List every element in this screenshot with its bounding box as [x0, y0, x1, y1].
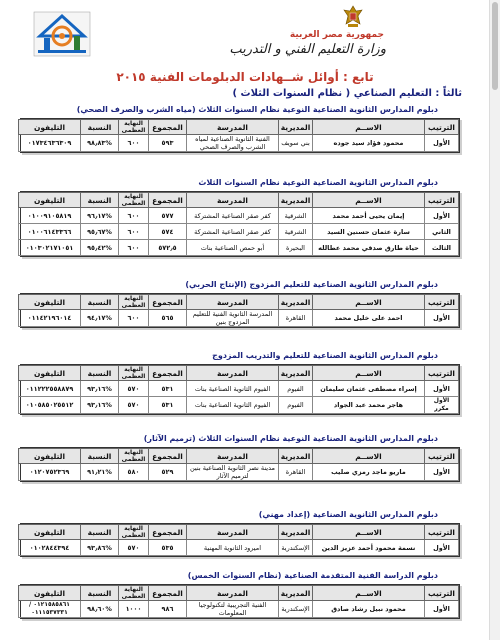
table-row — [19, 240, 459, 256]
results-table — [18, 192, 459, 256]
rank-cell: الثالث — [425, 240, 459, 256]
results-table — [18, 294, 459, 327]
percent-cell: %٩٥٫٤٢ — [81, 240, 119, 256]
col-percent: النسبة — [81, 525, 119, 540]
results-table — [18, 524, 459, 556]
table-row — [19, 540, 459, 556]
col-total: المجموع — [149, 586, 187, 601]
results-table-box — [20, 118, 460, 153]
max-cell: ٥٨٠ — [119, 464, 149, 481]
col-directorate: المديرية — [279, 193, 313, 208]
col-school: المدرسة — [187, 193, 279, 208]
total-cell: ٥٧٧ — [149, 208, 187, 224]
percent-cell: %٩١٫٢١ — [81, 464, 119, 481]
col-directorate: المديرية — [279, 449, 313, 464]
percent-cell: %٩٦٫١٧ — [81, 208, 119, 224]
table-row — [19, 208, 459, 224]
col-total: المجموع — [149, 120, 187, 135]
col-rank: الترتيب — [425, 525, 459, 540]
results-table-box — [20, 584, 460, 619]
phone-cell: ٠١٧٣٤٦٣٦٣٠٩ — [19, 135, 81, 152]
col-directorate: المديرية — [279, 295, 313, 310]
col-max: النهاية العظمى — [119, 449, 149, 464]
name-cell: حياة طارق صدقي محمد عطالله — [313, 240, 425, 256]
max-cell: ١٠٠٠ — [119, 601, 149, 618]
total-cell: ٩٨٦ — [149, 601, 187, 618]
directorate-cell: الشرقية — [279, 224, 313, 240]
percent-cell: %٩٨٫٨٣ — [81, 135, 119, 152]
table-header-row — [19, 449, 459, 464]
directorate-cell: القاهرة — [279, 464, 313, 481]
max-cell: ٦٠٠ — [119, 310, 149, 327]
phone-cell: ٠١٠٥٨٥٠٢٥٥١٢ — [19, 397, 81, 414]
phone-cell: ٠١٠٣٠٢١٧١٠٥١ — [19, 240, 81, 256]
table-row — [19, 381, 459, 397]
header — [0, 0, 490, 64]
government-name: جمهورية مصر العربية — [289, 30, 384, 40]
col-phone: التليفون — [19, 525, 81, 540]
results-table-box — [20, 447, 460, 482]
directorate-cell: الإسكندرية — [279, 540, 313, 556]
max-cell: ٥٧٠ — [119, 381, 149, 397]
document-subtitle: ثالثاً : التعليم الصناعي ( نظام السنوات الثلاث ) — [232, 88, 462, 99]
phone-cell: ٠١٢١٥٨٥٨٦١ / ٠١١١٥٣٧٣٣١ — [19, 601, 81, 618]
phone-cell: ٠١٠٢٨٤٤٣٩٤ — [19, 540, 81, 556]
document-title: تابع : أوائل شــهادات الدبلومات الفنية ٢٠١٥ — [116, 70, 374, 84]
name-cell: محمود نبيل رشاد صادق — [313, 601, 425, 618]
col-percent: النسبة — [81, 295, 119, 310]
col-percent: النسبة — [81, 366, 119, 381]
col-percent: النسبة — [81, 193, 119, 208]
school-cell: كفر صقر الصناعية المشتركة — [187, 208, 279, 224]
school-cell: اميرود الثانوية المهنية — [187, 540, 279, 556]
col-school: المدرسة — [187, 525, 279, 540]
table-row — [19, 135, 459, 152]
col-name: الاســم — [313, 295, 425, 310]
section-advanced-five-year — [20, 570, 460, 619]
max-cell: ٦٠٠ — [119, 240, 149, 256]
rank-cell: الأول — [425, 135, 459, 152]
col-name: الاســم — [313, 525, 425, 540]
name-cell: إسراء مصطفى عثمان سليمان — [313, 381, 425, 397]
school-cell: الفنية الثانوية الصناعية لمياه الشرب والصرف الصحي — [187, 135, 279, 152]
vertical-scrollbar[interactable] — [489, 0, 500, 640]
school-cell: الفيوم الثانوية الصناعية بنات — [187, 397, 279, 414]
results-table — [18, 585, 459, 618]
directorate-cell: الفيوم — [279, 381, 313, 397]
col-max: النهاية العظمى — [119, 120, 149, 135]
results-table-box — [20, 191, 460, 257]
directorate-cell: البحيرة — [279, 240, 313, 256]
results-table-box — [20, 523, 460, 557]
directorate-cell: الشرقية — [279, 208, 313, 224]
col-rank: الترتيب — [425, 449, 459, 464]
col-school: المدرسة — [187, 366, 279, 381]
table-header-row — [19, 193, 459, 208]
rank-cell: الأول — [425, 381, 459, 397]
name-cell: إيمان يحيى أحمد محمد — [313, 208, 425, 224]
percent-cell: %٩٤٫١٧ — [81, 310, 119, 327]
directorate-cell: بني سويف — [279, 135, 313, 152]
directorate-cell: الإسكندرية — [279, 601, 313, 618]
max-cell: ٦٠٠ — [119, 208, 149, 224]
section-water-sanitation — [20, 104, 460, 153]
total-cell: ٥٦٥ — [149, 310, 187, 327]
col-total: المجموع — [149, 525, 187, 540]
section-title: دبلوم المدارس الثانوية الصناعية (إعداد مهني) — [258, 510, 438, 519]
col-school: المدرسة — [187, 449, 279, 464]
col-name: الاســم — [313, 449, 425, 464]
section-title: دبلوم المدارس الثانوية الصناعية للتعليم المزدوج (الإنتاج الحربي) — [185, 280, 438, 289]
phone-cell: ٠١٠٠٦١٤٣٣٦٦ — [19, 224, 81, 240]
col-percent: النسبة — [81, 120, 119, 135]
col-max: النهاية العظمى — [119, 525, 149, 540]
table-header-row — [19, 120, 459, 135]
col-name: الاســم — [313, 366, 425, 381]
col-name: الاســم — [313, 193, 425, 208]
directorate-cell: الفيوم — [279, 397, 313, 414]
col-max: النهاية العظمى — [119, 193, 149, 208]
col-directorate: المديرية — [279, 366, 313, 381]
section-title: دبلوم المدارس الثانوية الصناعية النوعية نظام السنوات الثلاث (ترميم الآثار) — [143, 434, 438, 443]
table-header-row — [19, 295, 459, 310]
col-school: المدرسة — [187, 120, 279, 135]
col-max: النهاية العظمى — [119, 366, 149, 381]
table-row — [19, 464, 459, 481]
directorate-cell: القاهرة — [279, 310, 313, 327]
col-directorate: المديرية — [279, 525, 313, 540]
school-cell: مدينة نصر الثانوية الصناعية بنين لترميم الآثار — [187, 464, 279, 481]
percent-cell: %٩٨٫٦٠ — [81, 601, 119, 618]
col-name: الاســم — [313, 586, 425, 601]
rank-cell: الثاني — [425, 224, 459, 240]
school-cell: المدرسة الثانوية الفنية للتعليم المزدوج بنين — [187, 310, 279, 327]
table-row — [19, 224, 459, 240]
results-table-box — [20, 364, 460, 415]
name-cell: نسمة محمود أحمد عزيز الدين — [313, 540, 425, 556]
section-dual-training — [20, 350, 460, 415]
col-phone: التليفون — [19, 295, 81, 310]
section-antiquities-restoration — [20, 433, 460, 482]
organization-logo — [30, 6, 94, 60]
rank-cell: الأول مكرر — [425, 397, 459, 414]
section-title: دبلوم المدارس الثانوية الصناعية النوعية نظام السنوات الثلاث (مياه الشرب والصرف الصحي) — [76, 105, 438, 114]
phone-cell: ٠١٠٠٩١٠٥٨١٩ — [19, 208, 81, 224]
results-table-box — [20, 293, 460, 328]
total-cell: ٥٧٤ — [149, 224, 187, 240]
table-header-row — [19, 586, 459, 601]
col-rank: الترتيب — [425, 295, 459, 310]
col-directorate: المديرية — [279, 586, 313, 601]
rank-cell: الأول — [425, 464, 459, 481]
col-directorate: المديرية — [279, 120, 313, 135]
col-rank: الترتيب — [425, 193, 459, 208]
rank-cell: الأول — [425, 601, 459, 618]
col-rank: الترتيب — [425, 120, 459, 135]
percent-cell: %٩٣٫٨٦ — [81, 540, 119, 556]
max-cell: ٥٧٠ — [119, 397, 149, 414]
section-three-year-specialized — [20, 177, 460, 257]
table-header-row — [19, 525, 459, 540]
col-phone: التليفون — [19, 120, 81, 135]
col-name: الاســم — [313, 120, 425, 135]
percent-cell: %٩٣٫١٦ — [81, 381, 119, 397]
name-cell: احمد على خليل محمد — [313, 310, 425, 327]
max-cell: ٦٠٠ — [119, 135, 149, 152]
col-percent: النسبة — [81, 449, 119, 464]
school-cell: الفنية التجريبية لتكنولوجيا المعلومات — [187, 601, 279, 618]
phone-cell: ٠١١٤٢١٩٦٠١٤ — [19, 310, 81, 327]
section-title: دبلوم المدارس الثانوية الصناعية للتعليم والتدريب المزدوج — [212, 351, 438, 360]
col-phone: التليفون — [19, 193, 81, 208]
results-table — [18, 448, 459, 481]
phone-cell: ٠١١٢٢٢٥٥٨٨٧٩ — [19, 381, 81, 397]
col-rank: الترتيب — [425, 586, 459, 601]
school-cell: الفيوم الثانوية الصناعية بنات — [187, 381, 279, 397]
scrollbar-thumb[interactable] — [492, 2, 498, 90]
school-cell: كفر صقر الصناعية المشتركة — [187, 224, 279, 240]
total-cell: ٥٣١ — [149, 397, 187, 414]
name-cell: سارة عثمان حسنين السيد — [313, 224, 425, 240]
col-phone: التليفون — [19, 449, 81, 464]
eagle-emblem-icon — [342, 4, 364, 30]
table-row — [19, 601, 459, 618]
col-max: النهاية العظمى — [119, 586, 149, 601]
percent-cell: %٩٥٫٦٧ — [81, 224, 119, 240]
results-table — [18, 119, 459, 152]
col-max: النهاية العظمى — [119, 295, 149, 310]
section-dual-military-production — [20, 279, 460, 328]
name-cell: ماريو ماجد رمزي صليب — [313, 464, 425, 481]
rank-cell: الأول — [425, 208, 459, 224]
col-percent: النسبة — [81, 586, 119, 601]
col-phone: التليفون — [19, 586, 81, 601]
col-total: المجموع — [149, 449, 187, 464]
max-cell: ٦٠٠ — [119, 224, 149, 240]
col-school: المدرسة — [187, 295, 279, 310]
percent-cell: %٩٣٫١٦ — [81, 397, 119, 414]
total-cell: ٥٧٢٫٥ — [149, 240, 187, 256]
col-rank: الترتيب — [425, 366, 459, 381]
ministry-name: وزارة التعليم الفني و التدريب — [229, 42, 386, 57]
total-cell: ٥٩٣ — [149, 135, 187, 152]
section-title: دبلوم المدارس الثانوية الصناعية النوعية نظام السنوات الثلاث — [198, 178, 438, 187]
total-cell: ٥٢٩ — [149, 464, 187, 481]
rank-cell: الأول — [425, 310, 459, 327]
rank-cell: الأول — [425, 540, 459, 556]
total-cell: ٥٣٥ — [149, 540, 187, 556]
col-total: المجموع — [149, 193, 187, 208]
phone-cell: ٠١٢٠٧٥٢٣٦٩ — [19, 464, 81, 481]
col-total: المجموع — [149, 295, 187, 310]
max-cell: ٥٧٠ — [119, 540, 149, 556]
total-cell: ٥٣١ — [149, 381, 187, 397]
name-cell: هاجر محمد عبد الجواد — [313, 397, 425, 414]
table-row — [19, 397, 459, 414]
col-phone: التليفون — [19, 366, 81, 381]
table-header-row — [19, 366, 459, 381]
section-title: دبلوم الدراسة الفنية المتقدمة الصناعية (نظام السنوات الخمس) — [187, 571, 438, 580]
table-row — [19, 310, 459, 327]
section-vocational-prep — [20, 509, 460, 557]
col-total: المجموع — [149, 366, 187, 381]
school-cell: أبو حمص الصناعية بنات — [187, 240, 279, 256]
results-table — [18, 365, 459, 414]
col-school: المدرسة — [187, 586, 279, 601]
name-cell: محمود فؤاد سيد جوده — [313, 135, 425, 152]
